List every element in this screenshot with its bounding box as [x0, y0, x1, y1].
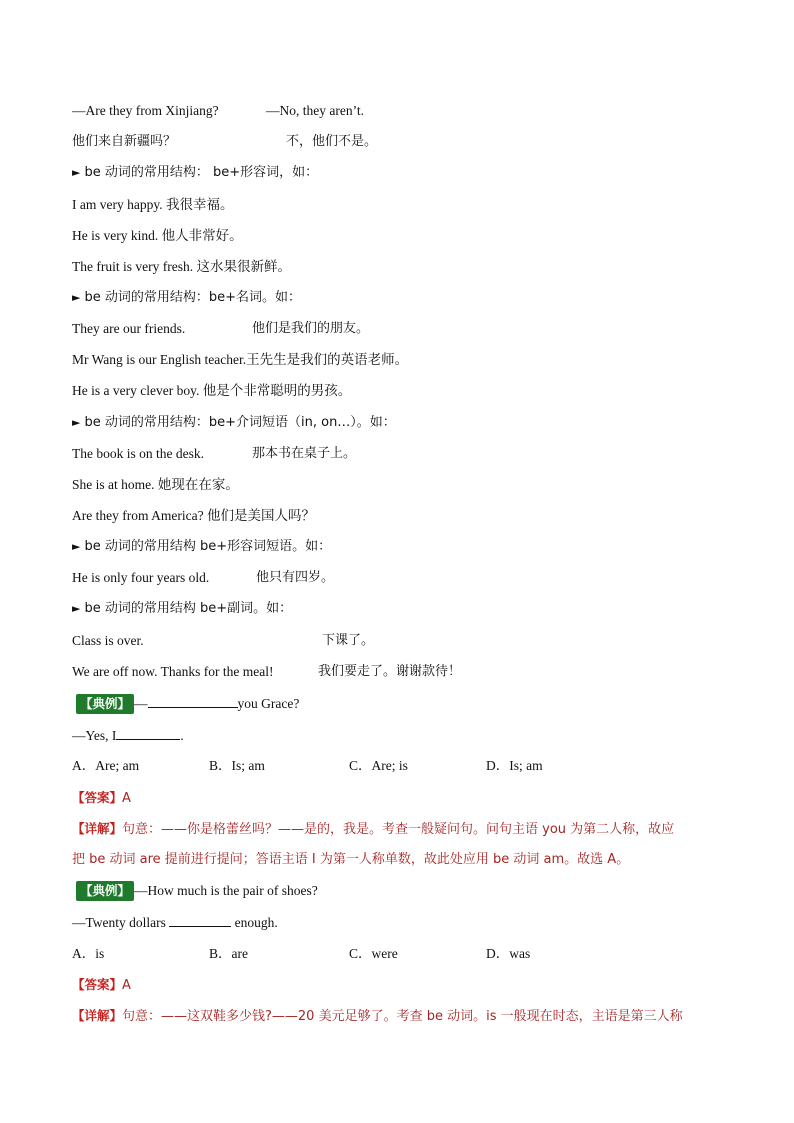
example-sentence: The fruit is very fresh. 这水果很新鲜。	[72, 259, 291, 274]
answer-translation: 不，他们不是。	[286, 134, 378, 149]
structure-heading-5: ► be 动词的常用结构 be+副词。如：	[72, 601, 293, 616]
example-sentence: They are our friends. 他们是我们的朋友。	[72, 321, 370, 336]
answer-blank	[169, 913, 231, 927]
structure-heading-1: ► be 动词的常用结构： be+形容词，如：	[72, 165, 319, 180]
example-sentence: He is only four years old. 他只有四岁。	[72, 570, 335, 585]
example-tag: 【典例】	[76, 694, 134, 714]
bullet-icon: ►	[72, 416, 81, 429]
example-1-question: 【典例】 — you Grace?	[76, 694, 299, 714]
bullet-icon: ►	[72, 291, 81, 304]
structure-heading-2: ► be 动词的常用结构：be+名词。如：	[72, 290, 301, 305]
answer-text: —No, they aren’t.	[266, 103, 364, 118]
example-sentence: Class is over. 下课了。	[72, 633, 375, 648]
option-c: C．were	[349, 946, 398, 961]
dialog-line-1	[72, 102, 364, 120]
question-translation: 他们来自新疆吗？	[72, 134, 177, 149]
example-2-detail-line-1: 【详解】句意：——这双鞋多少钱?——20 美元足够了。考查 be 动词。is 一般现在时态，主语是第三人称	[72, 1008, 683, 1024]
bullet-icon: ►	[72, 602, 81, 615]
option-d: D．Is; am	[486, 758, 543, 773]
option-a: A．Are; am	[72, 758, 140, 773]
example-sentence: Are they from America? 他们是美国人吗？	[72, 508, 315, 523]
example-1-answer	[72, 789, 131, 808]
example-sentence: I am very happy. 我很幸福。	[72, 197, 234, 212]
option-b: B．are	[209, 946, 248, 961]
option-a: A．is	[72, 946, 105, 961]
answer-tag: 【答案】	[72, 790, 123, 805]
detail-tag: 【详解】	[72, 1008, 123, 1023]
dialog-line-1-translation	[72, 133, 378, 151]
answer-blank	[148, 694, 238, 708]
example-sentence: The book is on the desk. 那本书在桌子上。	[72, 446, 357, 461]
example-2-question: 【典例】 —How much is the pair of shoes?	[76, 881, 318, 901]
example-sentence: She is at home. 她现在在家。	[72, 477, 239, 492]
option-b: B．Is; am	[209, 758, 265, 773]
example-2-reply: —Twenty dollars enough.	[72, 915, 278, 930]
example-sentence: Mr Wang is our English teacher.王先生是我们的英语老师。	[72, 352, 409, 367]
example-sentence: He is very kind. 他人非常好。	[72, 228, 243, 243]
option-d: D．was	[486, 946, 531, 961]
option-c: C．Are; is	[349, 758, 408, 773]
example-sentence: We are off now. Thanks for the meal! 我们要走了。谢谢款待！	[72, 664, 462, 679]
example-1-detail-line-2: 把 be 动词 are 提前进行提问；答语主语 I 为第一人称单数，故此处应用 be 动词 am。故选 A。	[72, 852, 630, 867]
question-text: —Are they from Xinjiang?	[72, 103, 219, 118]
example-2-answer	[72, 976, 131, 995]
example-sentence: He is a very clever boy. 他是个非常聪明的男孩。	[72, 383, 352, 398]
example-1-detail-line-1: 【详解】句意：——你是格蕾丝吗？——是的，我是。考查一般疑问句。问句主语 you 为第二人称，故应	[72, 821, 675, 837]
bullet-icon: ►	[72, 540, 81, 553]
structure-heading-4: ► be 动词的常用结构 be+形容词短语。如：	[72, 539, 332, 554]
answer-value: A	[122, 978, 131, 993]
detail-tag: 【详解】	[72, 821, 123, 836]
answer-value: A	[122, 791, 131, 806]
structure-heading-3: ► be 动词的常用结构：be+介词短语（in, on…）。如：	[72, 415, 396, 430]
bullet-icon: ►	[72, 166, 81, 179]
example-tag: 【典例】	[76, 881, 134, 901]
example-1-reply: —Yes, I .	[72, 728, 184, 743]
answer-tag: 【答案】	[72, 977, 123, 992]
answer-blank	[116, 726, 180, 740]
